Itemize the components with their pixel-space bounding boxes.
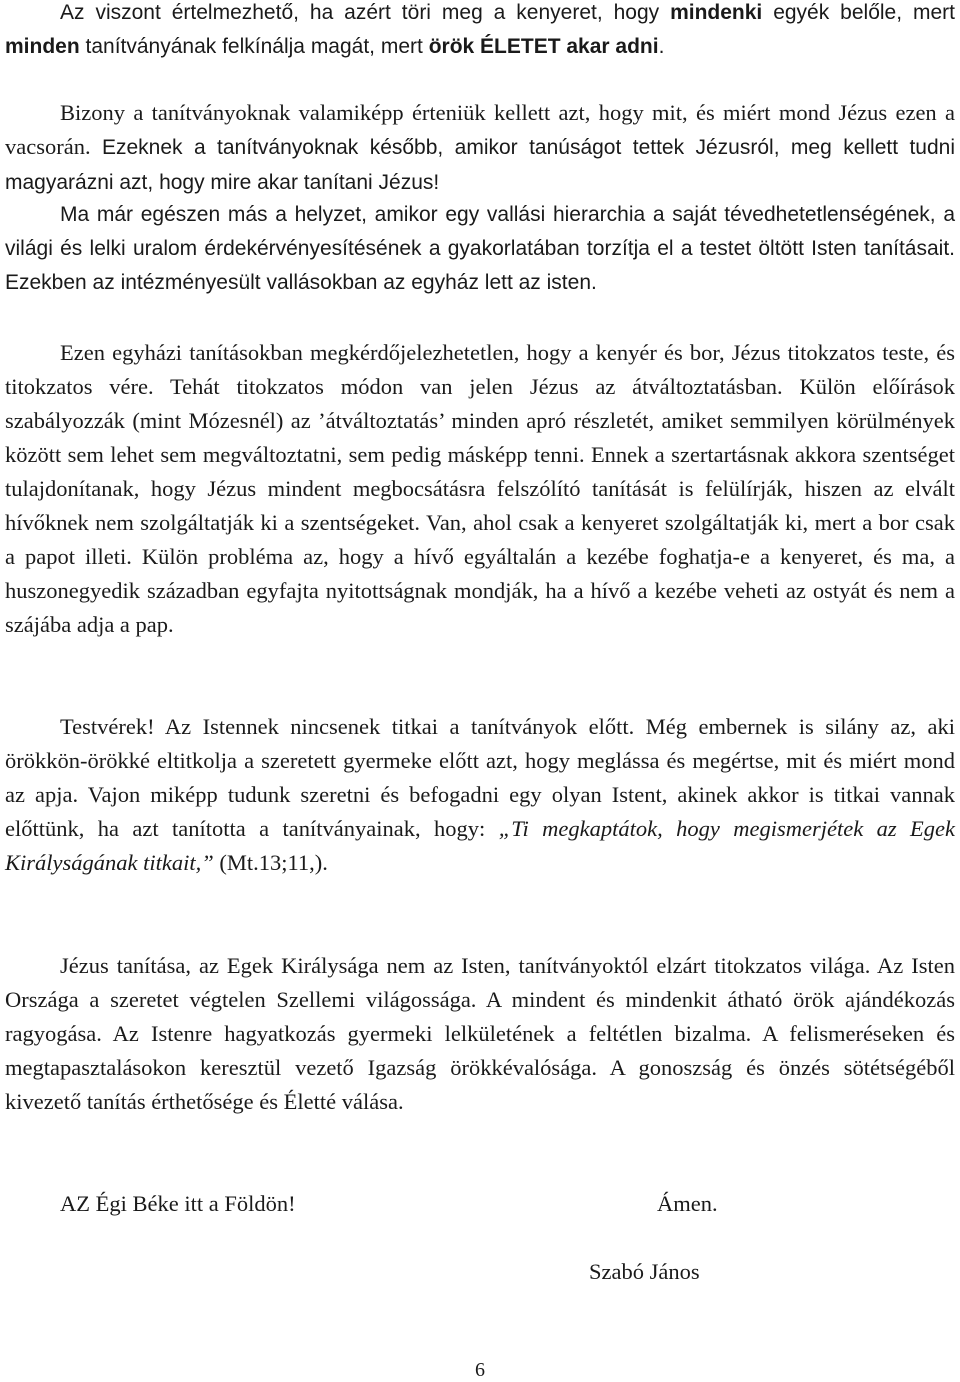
emphasis-orok-eletet: örök ÉLETET akar adni bbox=[428, 35, 659, 58]
paragraph-2: Bizony a tanítványoknak valamiképp érteniük kellett azt, hogy mit, és miért mond Jézus ezen a vacsorán. Ezeknek a tanítványoknak később, amikor tanúságot tettek Jézusról, meg kellett tudni magyarázni azt, hogy mire akar tanítani Jézus! bbox=[5, 100, 955, 194]
paragraph-5: Testvérek! Az Istennek nincsenek titkai a tanítványok előtt. Még embernek is silány az, aki örökkön-örökké eltitkolja a szeretett gyermeke előtt azt, hogy meglássa és megértse, mit és miért mond az apja. Vajon miképp tudunk szeretni és befogadni egy olyan Istent, akinek akkor is titkai vannak előttünk, ha azt tanította a tanítványainak, hogy: „Ti megkaptátok, hogy megismerjétek az Egek Királyságának titkait,” (Mt.13;11,). bbox=[5, 714, 955, 875]
emphasis-minden: minden bbox=[5, 35, 80, 58]
paragraph-1: Az viszont értelmezhető, ha azért töri meg a kenyeret, hogy mindenki egyék belőle, mert minden tanítványának felkínálja magát, mert örök ÉLETET akar adni. bbox=[5, 1, 955, 58]
page-number: 6 bbox=[475, 1359, 485, 1381]
paragraph-4: Ezen egyházi tanításokban megkérdőjelezhetetlen, hogy a kenyér és bor, Jézus titokzatos teste, és titokzatos vére. Tehát titokzatos módon van jelen Jézus az átváltoztatásban. Külön előírások szabályozzák (mint Mózesnél) az ’átváltoztatás’ minden apró részletét, amiket semmilyen körülmények között sem lehet sem megváltoztatni, sem pedig másképp tenni. Ennek a szertartásnak akkora szentséget tulajdonítanak, hogy Jézus mindent megbocsátásra felszólító tanítását is felülírják, hiszen az elvált hívőknek nem szolgáltatják ki a szentségeket. Van, ahol csak a kenyeret szolgáltatják ki, mert a bor csak a papot illeti. Külön probléma az, hogy a hívő egyáltalán a kezébe foghatja-e a kenyeret, és ma, a huszonegyedik században egyfajta nyitottságnak mondják, ha a hívő a kezébe veheti az ostyát és nem a szájába adja a pap. bbox=[5, 340, 955, 637]
author-signature: Szabó János bbox=[589, 1259, 700, 1284]
paragraph-3: Ma már egészen más a helyzet, amikor egy vallási hierarchia a saját tévedhetetlenségének, a világi és lelki uralom érdekérvényesítésének a gyakorlatában torzítja el a testet öltött Isten tanításait. Ezekben az intézményesült vallásokban az egyház lett az isten. bbox=[5, 203, 955, 294]
closing-amen: Ámen. bbox=[657, 1191, 718, 1216]
closing-blessing: AZ Égi Béke itt a Földön! bbox=[60, 1191, 296, 1216]
paragraph-6: Jézus tanítása, az Egek Királysága nem az Isten, tanítványoktól elzárt titokzatos világa. Az Isten Országa a szeretet végtelen Szellemi világossága. A mindent és mindenkit átható örök ajándékozás ragyogása. Az Istenre hagyatkozás gyermeki lelkületének a feltétlen bizalma. A felismeréseken és megtapasztalásokon keresztül vezető Igazság örökkévalósága. A gonoszság és önzés sötétségéből kivezető tanítás érthetősége és Életté válása. bbox=[5, 953, 955, 1114]
emphasis-mindenki: mindenki bbox=[670, 1, 763, 24]
bible-quote: „Ti megkaptátok, hogy megismerjétek az Egek Királyságának titkait,” bbox=[5, 816, 955, 875]
